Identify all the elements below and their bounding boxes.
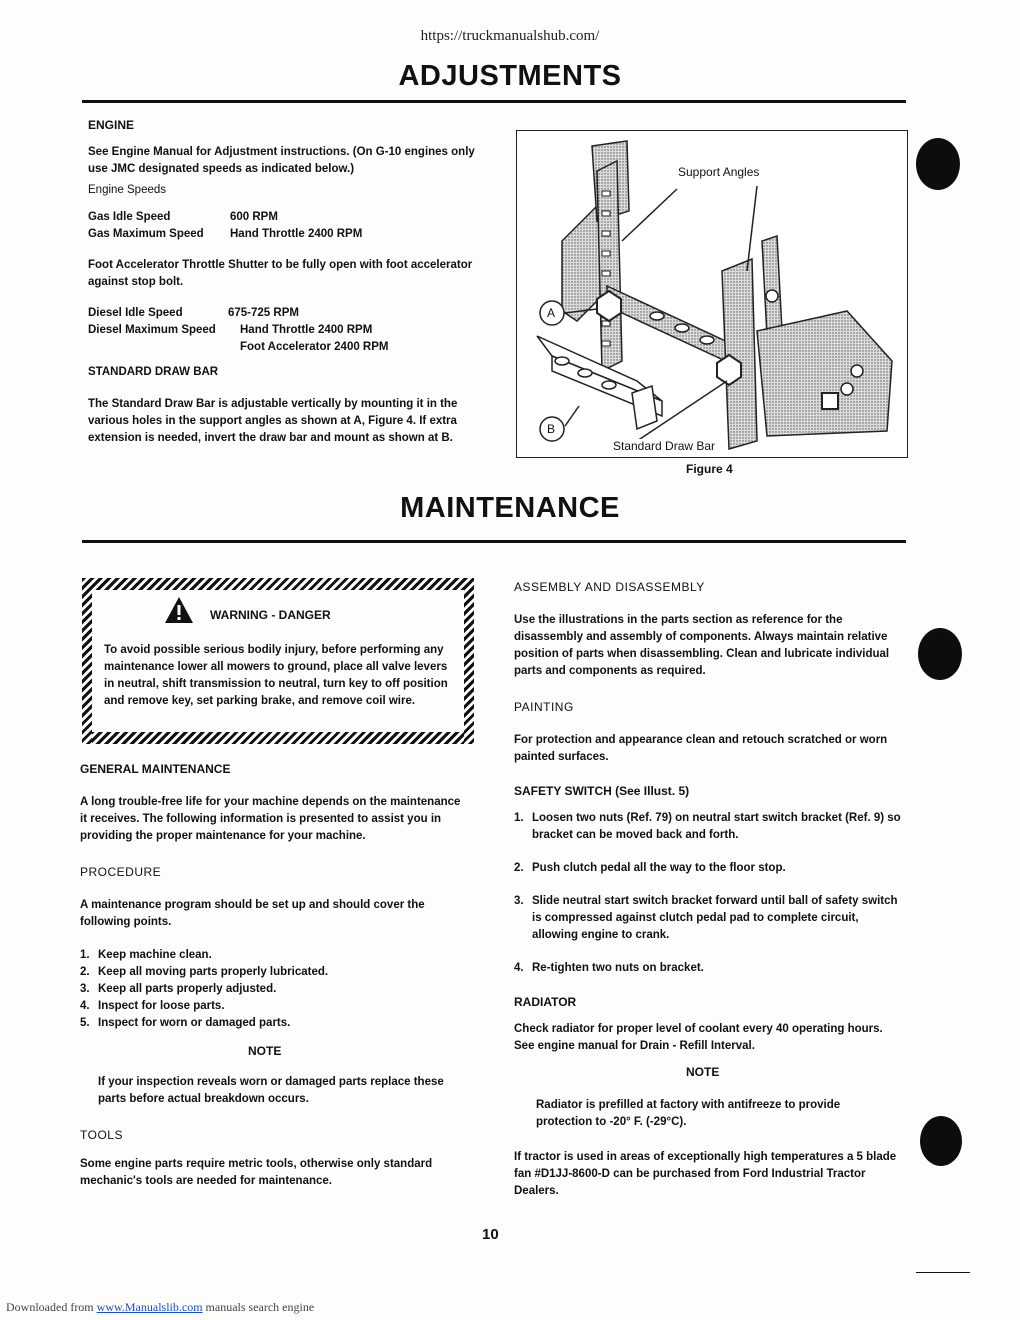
list-item: 2. Push clutch pedal all the way to the floor stop.	[514, 862, 786, 874]
warning-text: To avoid possible serious bodily injury, before performing any maintenance lower all mowers to ground, place all valve levers in neutral, shift transmission to neutral, turn key to off position and remove key, set parking brake, and remove coil wire.	[104, 644, 448, 707]
gas-speed-table	[88, 209, 478, 243]
diesel-idle-label: Diesel Idle Speed	[88, 307, 183, 319]
binder-hole-mark	[918, 628, 962, 680]
list-item: 1. Keep machine clean.	[80, 949, 212, 961]
radiator-note-label: NOTE	[686, 1065, 720, 1079]
adjustments-left-column	[88, 118, 478, 447]
gas-max-label: Gas Maximum Speed	[88, 228, 204, 240]
diesel-max-value: Hand Throttle 2400 RPM	[240, 324, 373, 336]
list-item: 2. Keep all moving parts properly lubricated.	[80, 966, 329, 978]
radiator-note-text: Radiator is prefilled at factory with antifreeze to provide protection to -20° F. (-29°C).	[536, 1099, 841, 1128]
general-maintenance-heading: GENERAL MAINTENANCE	[80, 762, 231, 776]
diesel-max-label: Diesel Maximum Speed	[88, 324, 216, 336]
list-item: 4. Re-tighten two nuts on bracket.	[514, 962, 704, 974]
engine-speeds-label: Engine Speeds	[88, 184, 167, 196]
engine-heading: ENGINE	[88, 118, 135, 132]
diesel-foot-value: Foot Accelerator 2400 RPM	[240, 341, 389, 353]
adjustments-title: ADJUSTMENTS	[398, 60, 622, 92]
general-maintenance-text: A long trouble-free life for your machine depends on the maintenance it receives. The following information is presented to assist you in providing the proper maintenance for your machine.	[80, 796, 461, 842]
procedure-intro: A maintenance program should be set up and should cover the following points.	[80, 899, 425, 928]
manualslib-link[interactable]: www.Manualslib.com	[96, 1300, 203, 1314]
tools-text: Some engine parts require metric tools, otherwise only standard mechanic's tools are needed for maintenance.	[80, 1158, 433, 1187]
draw-bar-illustration	[517, 131, 907, 457]
painting-text: For protection and appearance clean and retouch scratched or worn painted surfaces.	[514, 734, 888, 763]
binder-hole-mark	[920, 1116, 962, 1166]
support-angles-label: Support Angles	[678, 165, 760, 179]
engine-intro: See Engine Manual for Adjustment instructions. (On G-10 engines only use JMC designated speeds as indicated below.)	[88, 146, 475, 175]
gas-idle-label: Gas Idle Speed	[88, 211, 171, 223]
gas-max-value: Hand Throttle 2400 RPM	[230, 228, 363, 240]
radiator-text: Check radiator for proper level of coolant every 40 operating hours. See engine manual for Drain - Refill Interval.	[514, 1023, 883, 1052]
binder-hole-mark	[916, 138, 960, 190]
safety-switch-heading: SAFETY SWITCH (See Illust. 5)	[514, 784, 690, 798]
procedure-list	[80, 947, 470, 1032]
safety-switch-list	[514, 810, 906, 977]
corner-rule	[916, 1272, 970, 1273]
gas-idle-value: 600 RPM	[230, 211, 278, 223]
figure-4	[516, 130, 908, 458]
foot-accelerator-note: Foot Accelerator Throttle Shutter to be fully open with foot accelerator against stop bolt.	[88, 259, 473, 288]
radiator-heading: RADIATOR	[514, 995, 577, 1009]
list-item: 3. Slide neutral start switch bracket forward until ball of safety switch is compressed against clutch pedal pad to complete circuit, allowing engine to crank.	[514, 895, 898, 941]
download-footer	[6, 1300, 314, 1315]
warning-title: WARNING - DANGER	[210, 608, 331, 622]
warning-box	[82, 578, 474, 744]
list-item: 5. Inspect for worn or damaged parts.	[80, 1017, 291, 1029]
maintenance-right-column	[514, 580, 906, 1200]
draw-bar-text: The Standard Draw Bar is adjustable vertically by mounting it in the various holes in the support angles as shown at A, Figure 4. If extra extension is needed, invert the draw bar and mount as shown at B.	[88, 398, 458, 444]
source-url[interactable]: https://truckmanualshub.com/	[420, 28, 600, 44]
tools-heading: TOOLS	[80, 1128, 123, 1142]
procedure-heading: PROCEDURE	[80, 865, 162, 879]
draw-bar-heading: STANDARD DRAW BAR	[88, 366, 219, 378]
figure-caption: Figure 4	[686, 462, 733, 476]
list-item: 3. Keep all parts properly adjusted.	[80, 983, 277, 995]
diesel-idle-value: 675-725 RPM	[228, 307, 299, 319]
diesel-foot-label	[88, 339, 240, 356]
assembly-heading: ASSEMBLY AND DISASSEMBLY	[514, 580, 705, 594]
callout-b: B	[547, 422, 556, 436]
title-rule	[82, 100, 906, 103]
fan-text: If tractor is used in areas of exceptionally high temperatures a 5 blade fan #D1JJ-8600-D can be purchased from Ford Industrial Tractor Dealers.	[514, 1151, 897, 1197]
page-number: 10	[482, 1226, 499, 1243]
maintenance-rule	[82, 540, 906, 543]
list-item: 1. Loosen two nuts (Ref. 79) on neutral start switch bracket (Ref. 9) so bracket can be moved back and forth.	[514, 812, 901, 841]
draw-bar-label: Standard Draw Bar	[613, 439, 716, 453]
footer-prefix: Downloaded from	[6, 1300, 94, 1314]
maintenance-title: MAINTENANCE	[400, 492, 620, 524]
note-text: If your inspection reveals worn or damaged parts replace these parts before actual breakdown occurs.	[98, 1076, 444, 1105]
note-label: NOTE	[248, 1044, 282, 1058]
diesel-speed-table	[88, 305, 478, 356]
maintenance-left-column	[80, 762, 470, 1190]
assembly-text: Use the illustrations in the parts section as reference for the disassembly and assembly of components. Always maintain relative position of parts when disassembling. Clean and lubricate individual parts and components as required.	[514, 614, 890, 677]
warning-triangle-icon	[164, 596, 194, 624]
callout-a: A	[547, 306, 556, 320]
footer-suffix: manuals search engine	[205, 1300, 315, 1314]
painting-heading: PAINTING	[514, 700, 574, 714]
list-item: 4. Inspect for loose parts.	[80, 1000, 225, 1012]
